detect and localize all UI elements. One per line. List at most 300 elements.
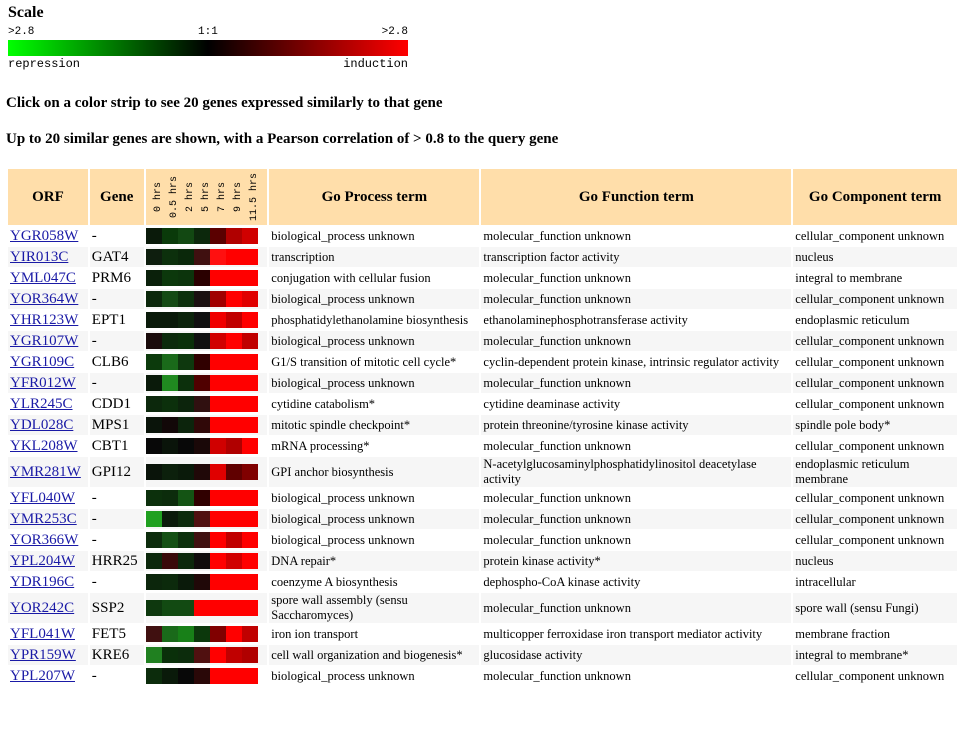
expression-cell <box>178 490 194 506</box>
expression-cell <box>162 228 178 244</box>
color-strip-cell <box>146 488 268 508</box>
table-row <box>8 666 957 686</box>
expression-cell <box>162 396 178 412</box>
expression-cell <box>178 647 194 663</box>
expression-cell <box>226 333 242 349</box>
table-row <box>8 593 957 623</box>
color-strip-cell <box>146 624 268 644</box>
expression-cell <box>146 490 162 506</box>
orf-cell <box>8 373 88 393</box>
expression-cell <box>146 417 162 433</box>
go-process-cell: GPI anchor biosynthesis <box>269 457 479 487</box>
expression-cell <box>178 626 194 642</box>
go-component-cell: cellular_component unknown <box>795 396 945 411</box>
orf-cell <box>8 415 88 435</box>
expression-color-strip[interactable] <box>146 333 258 349</box>
expression-cell <box>162 668 178 684</box>
table-row <box>8 572 957 592</box>
expression-cell <box>194 333 210 349</box>
orf-link[interactable]: YMR253C <box>10 510 77 527</box>
table-row <box>8 394 957 414</box>
expression-cell <box>194 270 210 286</box>
go-process-cell: biological_process unknown <box>271 668 415 683</box>
expression-cell <box>242 438 258 454</box>
expression-cell <box>242 464 258 480</box>
gene-cell: - <box>90 331 144 351</box>
orf-link[interactable]: YML047C <box>10 269 76 286</box>
scale-mid-tick: 1:1 <box>198 26 218 38</box>
orf-cell <box>8 624 88 644</box>
expression-cell <box>162 553 178 569</box>
orf-cell <box>8 310 88 330</box>
expression-cell <box>226 668 242 684</box>
expression-cell <box>210 647 226 663</box>
expression-cell <box>178 464 194 480</box>
expression-color-strip[interactable] <box>146 375 258 391</box>
expression-cell <box>242 532 258 548</box>
expression-cell <box>242 553 258 569</box>
go-function-cell: molecular_function unknown <box>481 289 791 309</box>
expression-cell <box>226 354 242 370</box>
table-row <box>8 247 957 267</box>
expression-cell <box>178 228 194 244</box>
orf-link[interactable]: YIR013C <box>10 248 69 265</box>
go-component-cell: cellular_component unknown <box>795 438 945 453</box>
expression-cell <box>242 333 258 349</box>
go-function-cell: molecular_function unknown <box>483 532 631 547</box>
header-timepoints <box>146 169 268 225</box>
color-strip-cell <box>146 572 268 592</box>
go-component-cell: spindle pole body* <box>793 415 957 435</box>
scale-legend <box>8 26 408 72</box>
expression-cell <box>146 354 162 370</box>
expression-cell <box>162 312 178 328</box>
table-row <box>8 310 957 330</box>
table-row <box>8 530 957 550</box>
gene-cell: GAT4 <box>90 247 144 267</box>
expression-cell <box>194 668 210 684</box>
go-process-cell: conjugation with cellular fusion <box>271 270 431 285</box>
expression-cell <box>194 375 210 391</box>
orf-cell <box>8 352 88 372</box>
go-process-cell: biological_process unknown <box>269 509 479 529</box>
expression-cell <box>178 574 194 590</box>
expression-cell <box>210 532 226 548</box>
expression-cell <box>162 438 178 454</box>
expression-cell <box>178 417 194 433</box>
orf-link[interactable]: YPR159W <box>10 646 76 663</box>
expression-cell <box>194 532 210 548</box>
expression-cell <box>162 574 178 590</box>
go-process-cell: biological_process unknown <box>271 490 415 505</box>
expression-cell <box>210 354 226 370</box>
expression-cell <box>242 511 258 527</box>
expression-cell <box>242 228 258 244</box>
expression-cell <box>146 312 162 328</box>
go-function-cell: transcription factor activity <box>481 247 791 267</box>
expression-cell <box>146 396 162 412</box>
expression-cell <box>178 291 194 307</box>
expression-cell <box>146 249 162 265</box>
expression-cell <box>194 626 210 642</box>
expression-cell <box>210 333 226 349</box>
orf-link[interactable]: YPL204W <box>10 552 75 569</box>
color-strip-cell <box>146 645 268 665</box>
expression-cell <box>242 291 258 307</box>
expression-cell <box>226 600 242 616</box>
expression-cell <box>226 464 242 480</box>
orf-cell <box>8 488 88 508</box>
gene-cell: - <box>91 227 97 244</box>
go-component-cell: cellular_component unknown <box>795 490 945 505</box>
color-strip-cell <box>146 509 268 529</box>
gene-cell: PRM6 <box>91 269 131 286</box>
gene-cell: - <box>91 573 97 590</box>
orf-link[interactable]: YKL208W <box>10 437 78 454</box>
go-function-cell: cytidine deaminase activity <box>483 396 621 411</box>
orf-link[interactable]: YOR242C <box>10 600 75 616</box>
expression-cell <box>194 228 210 244</box>
expression-color-strip[interactable] <box>146 553 258 569</box>
gene-cell: CBT1 <box>91 437 129 454</box>
timepoint-label: 11.5 hrs <box>249 173 261 222</box>
expression-cell <box>242 574 258 590</box>
gene-cell: - <box>91 489 97 506</box>
color-strip-cell <box>146 666 268 686</box>
go-component-cell: nucleus <box>793 247 957 267</box>
expression-cell <box>146 511 162 527</box>
expression-cell <box>178 354 194 370</box>
go-component-cell: cellular_component unknown <box>795 532 945 547</box>
go-function-cell: molecular_function unknown <box>481 593 791 623</box>
orf-cell <box>8 289 88 309</box>
expression-cell <box>210 249 226 265</box>
expression-color-strip[interactable] <box>146 417 258 433</box>
expression-cell <box>242 600 258 616</box>
go-component-cell: integral to membrane <box>795 270 903 285</box>
expression-cell <box>226 438 242 454</box>
scale-left-tick: >2.8 <box>8 26 35 38</box>
expression-cell <box>162 291 178 307</box>
expression-cell <box>162 511 178 527</box>
table-row <box>8 415 957 435</box>
orf-link[interactable]: YDR196C <box>10 573 75 590</box>
expression-cell <box>146 228 162 244</box>
color-strip-cell <box>146 436 268 456</box>
expression-cell <box>210 553 226 569</box>
induction-label: induction <box>343 57 408 71</box>
orf-link[interactable]: YDL028C <box>10 416 74 433</box>
expression-cell <box>178 396 194 412</box>
table-row <box>8 289 957 309</box>
expression-cell <box>242 417 258 433</box>
expression-cell <box>242 270 258 286</box>
table-row <box>8 226 957 246</box>
orf-cell <box>8 331 88 351</box>
go-process-cell: biological_process unknown <box>271 532 415 547</box>
orf-cell <box>8 572 88 592</box>
expression-cell <box>162 417 178 433</box>
gene-cell: HRR25 <box>90 551 144 571</box>
expression-cell <box>194 464 210 480</box>
color-strip-cell <box>146 415 268 435</box>
go-component-cell: integral to membrane* <box>793 645 957 665</box>
color-strip-cell <box>146 593 268 623</box>
expression-cell <box>146 626 162 642</box>
expression-cell <box>242 249 258 265</box>
timepoint-label: 2 hrs <box>184 182 196 213</box>
expression-cell <box>210 270 226 286</box>
color-strip-cell <box>146 394 268 414</box>
orf-cell <box>8 666 88 686</box>
expression-color-strip[interactable] <box>146 438 258 454</box>
orf-link[interactable]: YPL207W <box>10 667 75 684</box>
color-strip-cell <box>146 226 268 246</box>
expression-cell <box>162 375 178 391</box>
expression-cell <box>210 396 226 412</box>
orf-link[interactable]: YLR245C <box>10 395 73 412</box>
expression-cell <box>210 574 226 590</box>
expression-cell <box>210 291 226 307</box>
orf-cell <box>8 226 88 246</box>
go-function-cell: molecular_function unknown <box>483 228 631 243</box>
expression-color-strip[interactable] <box>146 312 258 328</box>
expression-cell <box>146 553 162 569</box>
expression-cell <box>178 553 194 569</box>
expression-cell <box>226 228 242 244</box>
expression-cell <box>146 532 162 548</box>
table-row <box>8 551 957 571</box>
expression-cell <box>146 270 162 286</box>
expression-cell <box>210 511 226 527</box>
expression-color-strip[interactable] <box>146 464 258 480</box>
expression-cell <box>178 249 194 265</box>
scale-title: Scale <box>8 4 44 21</box>
orf-link[interactable]: YHR123W <box>10 312 79 328</box>
color-strip-cell <box>146 247 268 267</box>
go-function-cell: protein threonine/tyrosine kinase activity <box>481 415 791 435</box>
orf-cell <box>8 530 88 550</box>
go-component-cell: cellular_component unknown <box>793 509 957 529</box>
expression-color-strip[interactable] <box>146 490 258 506</box>
go-function-cell: N-acetylglucosaminylphosphatidylinositol deacetylase activity <box>481 457 791 487</box>
expression-color-strip[interactable] <box>146 626 258 642</box>
table-row <box>8 331 957 351</box>
orf-cell <box>8 394 88 414</box>
orf-link[interactable]: YGR109C <box>10 354 75 370</box>
go-component-cell: intracellular <box>795 574 856 589</box>
expression-cell <box>210 417 226 433</box>
go-component-cell: cellular_component unknown <box>795 668 945 683</box>
expression-cell <box>194 511 210 527</box>
table-row <box>8 645 957 665</box>
expression-cell <box>146 600 162 616</box>
expression-color-strip[interactable] <box>146 270 258 286</box>
instruction-click-strip: Click on a color strip to see 20 genes expressed similarly to that gene <box>6 95 443 111</box>
go-component-cell: cellular_component unknown <box>795 228 945 243</box>
table-row <box>8 509 957 529</box>
orf-link[interactable]: YOR366W <box>10 531 79 548</box>
table-row <box>8 373 957 393</box>
go-component-cell: cellular_component unknown <box>793 331 957 351</box>
table-row <box>8 436 957 456</box>
expression-color-strip[interactable] <box>146 532 258 548</box>
color-strip-cell <box>146 331 268 351</box>
go-process-cell: mRNA processing* <box>271 438 370 453</box>
color-strip-cell <box>146 310 268 330</box>
gene-cell: GPI12 <box>90 457 144 487</box>
orf-link[interactable]: YFR012W <box>10 374 76 391</box>
expression-cell <box>210 375 226 391</box>
go-function-cell: dephospho-CoA kinase activity <box>483 574 641 589</box>
go-process-cell: spore wall assembly (sensu Saccharomyces) <box>269 593 479 623</box>
go-process-cell: biological_process unknown <box>271 228 415 243</box>
go-function-cell: molecular_function unknown <box>481 331 791 351</box>
expression-cell <box>226 553 242 569</box>
table-row <box>8 268 957 288</box>
expression-cell <box>194 647 210 663</box>
expression-cell <box>194 312 210 328</box>
orf-link[interactable]: YMR281W <box>10 464 81 480</box>
go-process-cell: coenzyme A biosynthesis <box>271 574 398 589</box>
orf-link[interactable]: YGR107W <box>10 332 79 349</box>
orf-cell <box>8 247 88 267</box>
scale-right-tick: >2.8 <box>381 26 408 38</box>
expression-cell <box>178 375 194 391</box>
go-function-cell: molecular_function unknown <box>483 668 631 683</box>
table-row <box>8 457 957 487</box>
expression-cell <box>210 312 226 328</box>
timepoint-label: 5 hrs <box>200 182 212 213</box>
expression-cell <box>178 532 194 548</box>
orf-link[interactable]: YOR364W <box>10 290 79 307</box>
header-gene: Gene <box>90 169 144 225</box>
go-component-cell: cellular_component unknown <box>793 373 957 393</box>
orf-cell <box>8 551 88 571</box>
expression-cell <box>226 249 242 265</box>
expression-cell <box>194 574 210 590</box>
go-component-cell: membrane fraction <box>795 626 891 641</box>
expression-cell <box>194 396 210 412</box>
expression-cell <box>242 647 258 663</box>
repression-label: repression <box>8 57 81 71</box>
gene-cell: EPT1 <box>91 311 126 328</box>
header-function: Go Function term <box>481 169 791 225</box>
instruction-similarity: Up to 20 similar genes are shown, with a Pearson correlation of > 0.8 to the query gene <box>6 131 559 147</box>
expression-color-strip[interactable] <box>146 647 258 663</box>
expression-cell <box>242 396 258 412</box>
expression-cell <box>210 626 226 642</box>
expression-color-strip[interactable] <box>146 668 258 684</box>
orf-link[interactable]: YFL040W <box>10 489 75 506</box>
similar-genes-table <box>6 168 959 687</box>
expression-cell <box>146 647 162 663</box>
go-component-cell: spore wall (sensu Fungi) <box>793 593 957 623</box>
orf-cell <box>8 645 88 665</box>
go-process-cell: DNA repair* <box>269 551 479 571</box>
go-process-cell: biological_process unknown <box>269 289 479 309</box>
go-component-cell: nucleus <box>793 551 957 571</box>
gene-cell: MPS1 <box>90 415 144 435</box>
expression-cell <box>194 600 210 616</box>
timepoint-label: 9 hrs <box>233 182 245 213</box>
expression-cell <box>210 600 226 616</box>
go-component-cell: cellular_component unknown <box>793 289 957 309</box>
timepoint-label: 0.5 hrs <box>168 176 180 219</box>
go-function-cell: molecular_function unknown <box>483 438 631 453</box>
expression-color-strip[interactable] <box>146 228 258 244</box>
expression-cell <box>226 291 242 307</box>
expression-cell <box>162 626 178 642</box>
expression-cell <box>242 668 258 684</box>
gene-cell: - <box>90 509 144 529</box>
go-process-cell: iron ion transport <box>271 626 359 641</box>
go-process-cell: cytidine catabolism* <box>271 396 376 411</box>
expression-color-strip[interactable] <box>146 600 258 616</box>
gene-cell: - <box>91 667 97 684</box>
header-orf: ORF <box>8 169 88 225</box>
go-function-cell: molecular_function unknown <box>481 509 791 529</box>
expression-cell <box>242 490 258 506</box>
expression-cell <box>162 647 178 663</box>
gene-cell: CDD1 <box>91 395 131 412</box>
expression-cell <box>194 291 210 307</box>
expression-cell <box>226 532 242 548</box>
expression-cell <box>210 464 226 480</box>
expression-color-strip[interactable] <box>146 574 258 590</box>
orf-link[interactable]: YGR058W <box>10 227 79 244</box>
go-component-cell: cellular_component unknown <box>795 354 945 369</box>
expression-cell <box>146 438 162 454</box>
color-strip-cell <box>146 530 268 550</box>
expression-color-strip[interactable] <box>146 249 258 265</box>
go-process-cell: biological_process unknown <box>269 373 479 393</box>
expression-cell <box>162 532 178 548</box>
expression-cell <box>146 464 162 480</box>
expression-color-strip[interactable] <box>146 511 258 527</box>
expression-cell <box>146 333 162 349</box>
expression-color-strip[interactable] <box>146 291 258 307</box>
expression-color-strip[interactable] <box>146 354 258 370</box>
expression-cell <box>146 668 162 684</box>
header-process: Go Process term <box>269 169 479 225</box>
go-component-cell: endoplasmic reticulum <box>795 312 910 327</box>
expression-cell <box>178 600 194 616</box>
go-function-cell: molecular_function unknown <box>483 270 631 285</box>
expression-cell <box>178 270 194 286</box>
expression-cell <box>210 668 226 684</box>
expression-cell <box>226 312 242 328</box>
go-process-cell: biological_process unknown <box>269 331 479 351</box>
expression-cell <box>226 417 242 433</box>
table-header-row <box>8 169 957 225</box>
expression-cell <box>194 417 210 433</box>
orf-link[interactable]: YFL041W <box>10 625 75 642</box>
orf-cell <box>8 593 88 623</box>
orf-cell <box>8 268 88 288</box>
go-function-cell: molecular_function unknown <box>483 490 631 505</box>
expression-cell <box>194 249 210 265</box>
color-strip-cell <box>146 457 268 487</box>
expression-color-strip[interactable] <box>146 396 258 412</box>
go-function-cell: glucosidase activity <box>481 645 791 665</box>
gene-cell: SSP2 <box>90 593 144 623</box>
color-strip-cell <box>146 551 268 571</box>
expression-cell <box>162 600 178 616</box>
table-row <box>8 624 957 644</box>
expression-cell <box>178 511 194 527</box>
go-function-cell: protein kinase activity* <box>481 551 791 571</box>
